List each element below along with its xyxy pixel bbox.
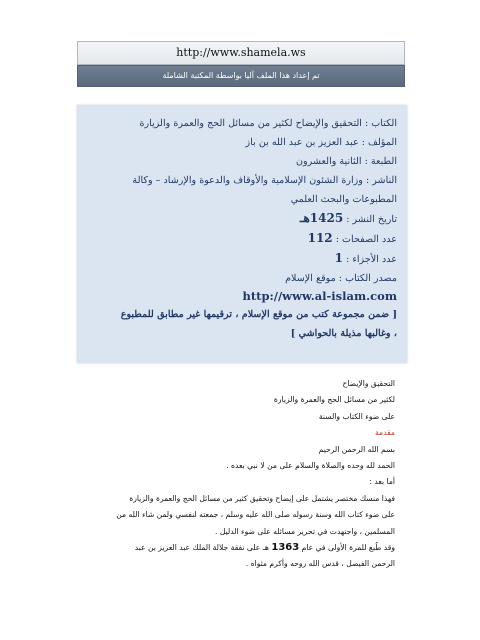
source-line: مصدر الكتاب : موقع الإسلام <box>285 273 397 284</box>
body-title-line-3: على ضوء الكتاب والسنة <box>318 411 395 421</box>
shamela-banner: تم إعداد هذا الملف آليا بواسطة المكتبة الشاملة <box>77 65 405 87</box>
parts-count-label: عدد الأجزاء : <box>346 254 397 265</box>
praise-line: الحمد لله وحده والصلاة والسلام على من لا نبي بعده . <box>226 461 395 471</box>
publisher-line-1: الناشر : وزارة الشئون الإسلامية والأوقاف والدعوة والإرشاد – وكالة <box>132 175 397 186</box>
book-info-box <box>77 105 407 363</box>
body-title-line-1: التحقيق والإيضاح <box>342 379 395 388</box>
parts-count-line <box>83 249 397 269</box>
note-line-1: [ ضمن مجموعة كتب من موقع الإسلام ، ترقيمها غير مطابق للمطبوع <box>120 309 397 320</box>
section-heading: مقدمة <box>374 428 395 438</box>
paragraph-2-text-b: هـ على نفقة جلالة الملك عبد العزيز بن عبد <box>134 543 269 553</box>
publisher-line-2: المطبوعات والبحث العلمي <box>290 194 397 205</box>
basmala-line: بسم الله الرحمن الرحيم <box>318 444 395 454</box>
publication-date-value: 1425هـ <box>299 211 344 225</box>
book-body-text <box>60 376 395 573</box>
paragraph-2-line-2: الرحمن الفيصل ، قدس الله روحه وأكرم مثواه . <box>245 559 395 569</box>
paragraph-2-year: 1363 <box>271 542 300 554</box>
source-url-link[interactable]: http://www.al-islam.com <box>242 289 397 303</box>
page-count-line <box>83 229 397 249</box>
shamela-header <box>77 41 405 87</box>
body-title-line-2: لكثير من مسائل الحج والعمرة والزيارة <box>273 395 395 405</box>
publication-date-line <box>83 209 397 229</box>
book-title-line: الكتاب : التحقيق والإيضاح لكثير من مسائل الحج والعمرة والزيارة <box>139 118 397 129</box>
shamela-url[interactable]: http://www.shamela.ws <box>77 41 405 65</box>
page-count-value: 112 <box>307 231 333 245</box>
paragraph-1-line-3: المسلمين ، واجتهدت في تحرير مسائله على ضوء الدليل . <box>215 526 395 536</box>
publication-date-label: تاريخ النشر : <box>346 214 397 225</box>
paragraph-2-line-1 <box>60 540 395 556</box>
parts-count-value: 1 <box>334 251 344 265</box>
paragraph-1-line-1: فهذا منسك مختصر يشتمل على إيضاح وتحقيق كثير من مسائل الحج والعمرة والزيارة <box>129 493 395 503</box>
note-line-2: ، وغالبها مذيلة بالحواشي ] <box>290 328 397 339</box>
edition-line: الطبعة : الثانية والعشرون <box>295 156 397 167</box>
paragraph-1-line-2: على ضوء كتاب الله وسنة رسوله صلى الله عليه وسلم ، جمعته لنفسي ولمن شاء الله من <box>116 510 395 520</box>
author-line: المؤلف : عبد العزيز بن عبد الله بن باز <box>245 137 397 148</box>
amma-bad-line: أما بعد : <box>369 477 395 487</box>
page-count-label: عدد الصفحات : <box>335 234 397 245</box>
paragraph-2-text-a: وقد طُبع للمرة الأولى في عام <box>301 543 395 553</box>
